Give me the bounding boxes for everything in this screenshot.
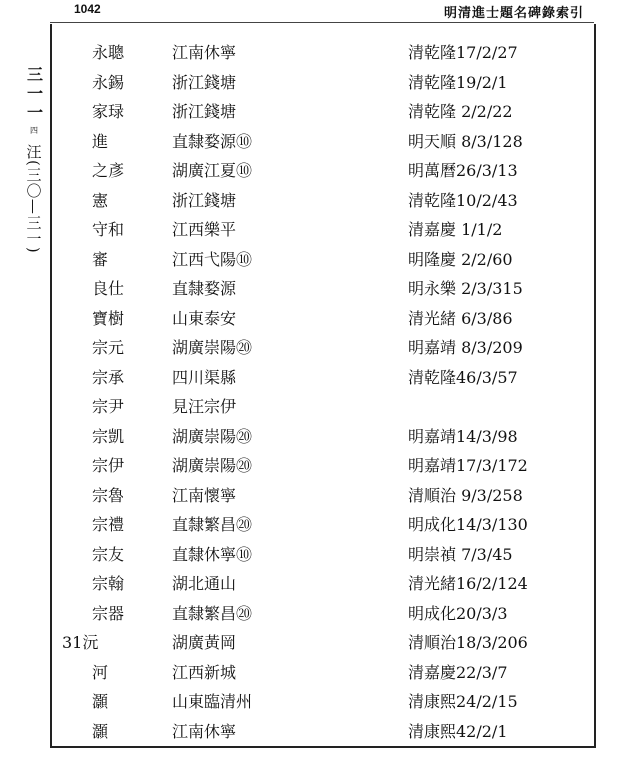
- index-entry: [56, 599, 586, 629]
- entry-degree: 明隆慶 2/2/60: [408, 249, 513, 269]
- index-entry: [56, 363, 586, 393]
- index-entry: [56, 97, 586, 127]
- entry-name: 寶樹: [92, 308, 125, 328]
- entry-place: 山東臨清州: [172, 692, 253, 711]
- entry-degree: 清順治18/3/206: [408, 633, 528, 652]
- entry-degree: 明成化14/3/130: [408, 515, 528, 534]
- frame-top-rule: [50, 22, 594, 23]
- entry-name: 進: [92, 131, 109, 151]
- entry-place: 江西弋陽⑩: [172, 249, 253, 269]
- entry-name: 良仕: [92, 279, 125, 298]
- entry-place: 浙江錢塘: [172, 72, 237, 92]
- entry-place: 湖廣江夏⑩: [172, 161, 253, 180]
- entry-place: 直隸婺源: [172, 279, 237, 298]
- entry-place: 湖廣黃岡: [172, 633, 237, 652]
- index-entry: [56, 38, 586, 68]
- entry-degree: 清乾隆19/2/1: [408, 72, 508, 92]
- index-entry: [56, 628, 586, 658]
- entry-place: 江西樂平: [172, 220, 237, 239]
- entry-degree: 明成化20/3/3: [408, 603, 508, 623]
- entry-place: 浙江錢塘: [172, 102, 237, 121]
- index-entry: [56, 392, 586, 422]
- entry-degree: 清乾隆46/3/57: [408, 367, 518, 387]
- entry-name: 永錫: [92, 72, 125, 92]
- entry-place: 山東泰安: [172, 308, 237, 328]
- index-entry: [56, 245, 586, 275]
- entry-name: 宗尹: [92, 397, 125, 416]
- index-entry: [56, 156, 586, 186]
- entry-place: 直隸繁昌⑳: [172, 515, 253, 534]
- section-marker: [22, 66, 46, 254]
- entry-name: 宗元: [92, 338, 125, 357]
- entry-name: 家琭: [92, 102, 125, 121]
- index-entry: [56, 68, 586, 98]
- entry-degree: 清康熙24/2/15: [408, 692, 518, 711]
- entry-name: 灝: [92, 692, 109, 711]
- entry-place: 湖廣崇陽⑳: [172, 426, 253, 446]
- section-code: 三一一: [24, 66, 44, 123]
- index-entry: [56, 304, 586, 334]
- entry-name: 憲: [92, 190, 109, 210]
- index-entry: [56, 569, 586, 599]
- entry-degree: 明萬曆26/3/13: [408, 161, 518, 180]
- entry-name: 宗凱: [92, 426, 125, 446]
- entry-place: 湖廣崇陽⑳: [172, 338, 253, 357]
- entry-name: 31沅: [62, 633, 99, 652]
- index-entry: [56, 451, 586, 481]
- entry-degree: 清康熙42/2/1: [408, 721, 508, 741]
- index-entry: [56, 127, 586, 157]
- entry-place: 江西新城: [172, 662, 237, 682]
- entry-name: 宗魯: [92, 485, 125, 505]
- entry-place: 見汪宗伊: [172, 397, 237, 416]
- entry-place: 湖廣崇陽⑳: [172, 456, 253, 475]
- entry-degree: 清光緒 6/3/86: [408, 308, 513, 328]
- entry-degree: 清嘉慶22/3/7: [408, 662, 508, 682]
- entry-place: 四川渠縣: [172, 367, 237, 387]
- entry-place: 江南休寧: [172, 721, 237, 741]
- entry-place: 直隸婺源⑩: [172, 131, 253, 151]
- page-number: 1042: [74, 2, 101, 16]
- index-entries: [56, 38, 586, 746]
- entry-name: 宗友: [92, 544, 125, 564]
- entry-place: 浙江錢塘: [172, 190, 237, 210]
- running-title: 明清進士題名碑錄索引: [443, 6, 584, 21]
- index-entry: [56, 186, 586, 216]
- entry-degree: 清光緒16/2/124: [408, 574, 528, 593]
- entry-name: 宗伊: [92, 456, 125, 475]
- entry-place: 江南懷寧: [172, 485, 237, 505]
- index-entry: [56, 215, 586, 245]
- index-entry: [56, 658, 586, 688]
- entry-place: 江南休寧: [172, 43, 237, 62]
- entry-degree: 清乾隆17/2/27: [408, 43, 518, 62]
- entry-name: 灝: [92, 721, 109, 741]
- entry-degree: 清乾隆 2/2/22: [408, 102, 513, 121]
- entry-name: 河: [92, 662, 109, 682]
- entry-degree: 明崇禎 7/3/45: [408, 544, 513, 564]
- index-entry: [56, 510, 586, 540]
- index-entry: [56, 333, 586, 363]
- entry-degree: 清嘉慶 1/1/2: [408, 220, 503, 239]
- entry-name: 守和: [92, 220, 125, 239]
- entry-place: 直隸繁昌⑳: [172, 603, 253, 623]
- entry-degree: 明天順 8/3/128: [408, 131, 523, 151]
- entry-degree: 清乾隆10/2/43: [408, 190, 518, 210]
- section-subcode: 四: [30, 126, 38, 135]
- entry-degree: 明永樂 2/3/315: [408, 279, 523, 298]
- index-entry: [56, 422, 586, 452]
- index-entry: [56, 274, 586, 304]
- entry-degree: 清順治 9/3/258: [408, 485, 523, 505]
- entry-name: 宗翰: [92, 574, 125, 593]
- entry-name: 永聰: [92, 43, 125, 62]
- index-entry: [56, 687, 586, 717]
- entry-name: 宗禮: [92, 515, 125, 534]
- entry-name: 之彥: [92, 161, 125, 180]
- entry-place: 直隸休寧⑩: [172, 544, 253, 564]
- entry-place: 湖北通山: [172, 574, 237, 593]
- entry-degree: 明嘉靖14/3/98: [408, 426, 518, 446]
- surname-range: 汪(三〇—三一): [24, 144, 43, 254]
- index-entry: [56, 717, 586, 747]
- entry-name: 宗器: [92, 603, 125, 623]
- entry-degree: 明嘉靖 8/3/209: [408, 338, 523, 357]
- entry-name: 審: [92, 249, 109, 269]
- index-entry: [56, 481, 586, 511]
- index-entry: [56, 540, 586, 570]
- entry-degree: 明嘉靖17/3/172: [408, 456, 528, 475]
- entry-name: 宗承: [92, 367, 125, 387]
